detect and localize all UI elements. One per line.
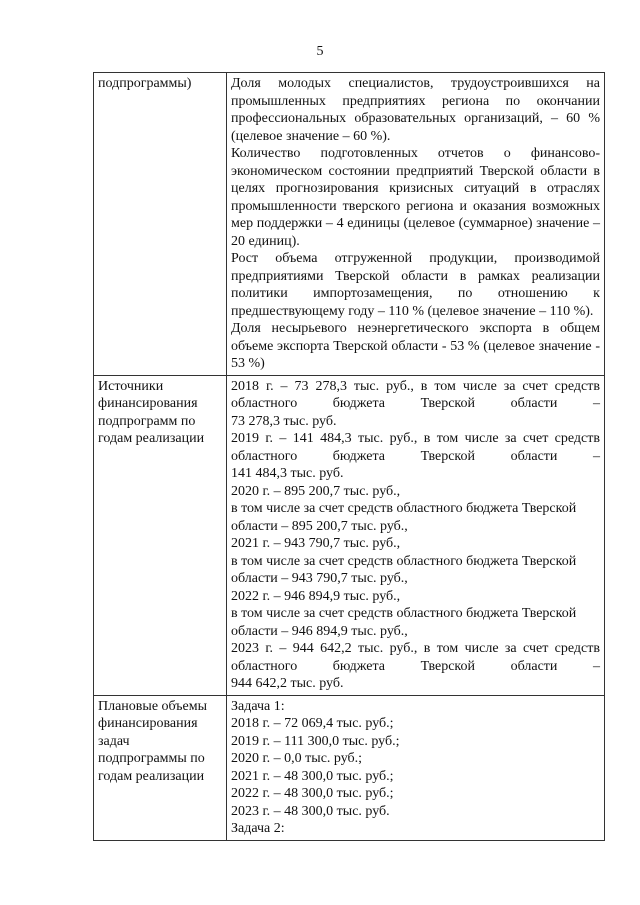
- funding-2020-line: области – 895 200,7 тыс. руб.,: [231, 518, 408, 534]
- task-heading: Задача 1:: [231, 698, 285, 714]
- funding-2020-line: 2020 г. – 895 200,7 тыс. руб.,: [231, 483, 401, 499]
- planned-2021: 2021 г. – 48 300,0 тыс. руб.;: [231, 768, 394, 784]
- indicator-financial-reports: Количество подготовленных отчетов о финансово-экономическом состоянии предприятий Тверской области в целях прогнозирования кризисных ситуаций в отраслях промышленности тверского региона и оказания возможных мер поддержки – 4 единицы (целевое (суммарное) значение – 20 единиц).: [231, 146, 600, 249]
- label-line: финансирования: [98, 716, 198, 731]
- funding-2021-line: 2021 г. – 943 790,7 тыс. руб.,: [231, 536, 401, 551]
- label-line: годам реализации: [98, 768, 205, 784]
- planned-2023: 2023 г. – 48 300,0 тыс. руб.: [231, 803, 390, 819]
- funding-2018-line: 2018 г. – 73 278,3 тыс. руб., в том числе за счет средств: [231, 378, 600, 394]
- funding-2022-line: области – 946 894,9 тыс. руб.,: [231, 623, 408, 639]
- funding-2018-line: областного бюджета Тверской области –: [231, 396, 600, 411]
- indicator-export-share: Доля несырьевого неэнергетического экспорта в общем объеме экспорта Тверской области - 53 % (целевое значение - 53 %): [231, 321, 600, 371]
- label-line: Плановые объемы: [98, 698, 208, 714]
- funding-2021-line: в том числе за счет средств областного бюджета Тверской: [231, 553, 577, 569]
- planned-2020: 2020 г. – 0,0 тыс. руб.;: [231, 751, 363, 766]
- subprogram-passport-table: [93, 72, 605, 841]
- table-row: [94, 695, 605, 840]
- funding-sources-cell: [227, 375, 605, 695]
- funding-2023-line: 944 642,2 тыс. руб.: [231, 676, 344, 691]
- planned-volumes-cell: [227, 695, 605, 840]
- row-label-funding-sources: [94, 375, 227, 695]
- funding-2023-line: областного бюджета Тверской области –: [231, 658, 600, 674]
- indicator-import-substitution: Рост объема отгруженной продукции, производимой предприятиями Тверской области в рамках реализации политики импортозамещения, по отношению к предшествующему году – 110 % (целевое значение – 110 %).: [231, 251, 600, 319]
- label-line: финансирования: [98, 396, 198, 411]
- label-line: задач: [98, 733, 130, 749]
- funding-2019-line: 2019 г. – 141 484,3 тыс. руб., в том числе за счет средств: [231, 431, 600, 446]
- label-line: подпрограммы): [98, 76, 192, 91]
- funding-2022-line: 2022 г. – 946 894,9 тыс. руб.,: [231, 588, 401, 604]
- label-line: Источники: [98, 378, 164, 394]
- funding-2021-line: области – 943 790,7 тыс. руб.,: [231, 571, 408, 586]
- table-row: [94, 375, 605, 695]
- page-number: 5: [316, 44, 324, 59]
- row-label-indicators: [94, 73, 227, 376]
- funding-2022-line: в том числе за счет средств областного бюджета Тверской: [231, 606, 577, 621]
- task-heading: Задача 2:: [231, 821, 285, 836]
- planned-2018: 2018 г. – 72 069,4 тыс. руб.;: [231, 716, 394, 731]
- row-label-planned-volumes: [94, 695, 227, 840]
- table-row: [94, 73, 605, 376]
- planned-2022: 2022 г. – 48 300,0 тыс. руб.;: [231, 786, 394, 801]
- funding-2019-line: 141 484,3 тыс. руб.: [231, 466, 344, 481]
- funding-2023-line: 2023 г. – 944 642,2 тыс. руб., в том числе за счет средств: [231, 641, 600, 656]
- indicator-young-specialists: Доля молодых специалистов, трудоустроившихся на промышленных предприятиях региона по окончании профессиональных образовательных организаций, – 60 % (целевое значение – 60 %).: [231, 76, 600, 144]
- label-line: годам реализации: [98, 431, 205, 446]
- funding-2019-line: областного бюджета Тверской области –: [231, 448, 600, 464]
- indicators-cell: [227, 73, 605, 376]
- planned-2019: 2019 г. – 111 300,0 тыс. руб.;: [231, 733, 400, 749]
- label-line: подпрограмм по: [98, 413, 196, 429]
- funding-2018-line: 73 278,3 тыс. руб.: [231, 413, 337, 429]
- funding-2020-line: в том числе за счет средств областного бюджета Тверской: [231, 501, 577, 516]
- label-line: подпрограммы по: [98, 751, 205, 766]
